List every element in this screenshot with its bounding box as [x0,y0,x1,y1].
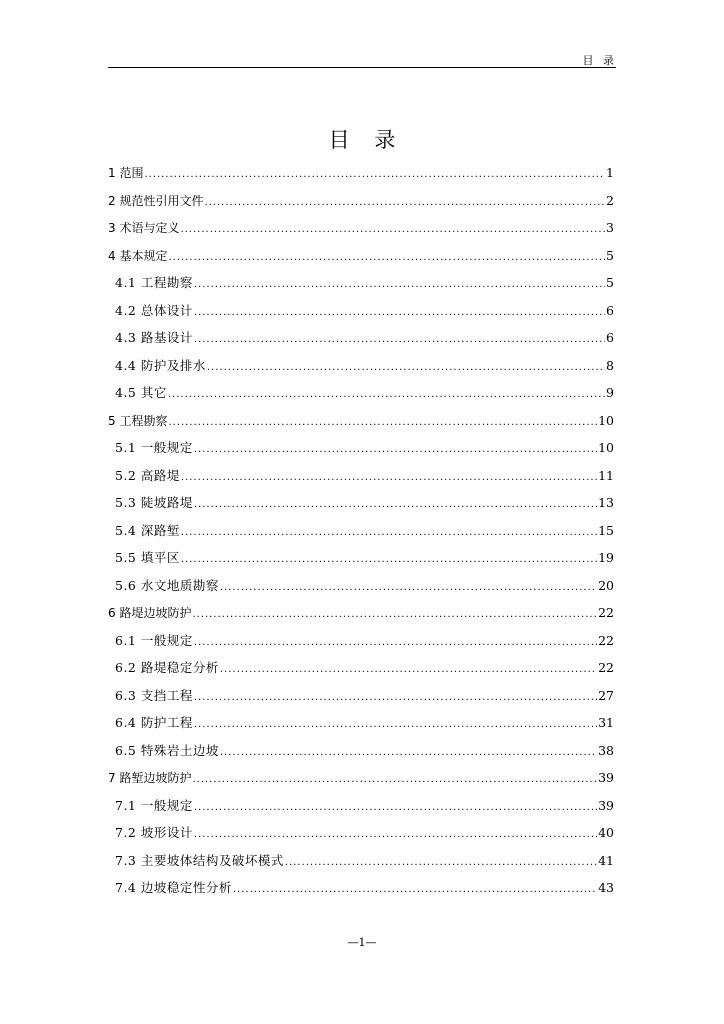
toc-entry[interactable] [108,466,614,494]
toc-entry[interactable] [108,191,614,219]
toc-entry-label: 5.3 陡坡路堤 [115,495,193,510]
toc-dot-leader [192,770,597,790]
toc-entry-label: 4.5 其它 [115,385,167,400]
toc-entry[interactable] [108,741,614,769]
toc-dot-leader [194,440,597,460]
toc-entry-page-number: 2 [606,192,614,208]
toc-entry[interactable] [108,768,614,796]
toc-entry-label: 6.4 防护工程 [115,715,193,730]
toc-dot-leader [220,660,597,680]
toc-entry-label: 6.1 一般规定 [115,632,193,648]
toc-entry[interactable] [108,658,614,686]
toc-entry[interactable] [108,246,614,274]
toc-entry-label: 7.3 主要坡体结构及破坏模式 [115,852,284,868]
toc-entry[interactable] [108,301,614,329]
toc-dot-leader [204,193,605,213]
toc-entry[interactable] [108,411,614,439]
toc-entry-page-number: 43 [598,880,614,895]
toc-entry-label: 6.3 支挡工程 [115,687,193,703]
toc-entry[interactable] [108,851,614,879]
toc-dot-leader [194,825,597,845]
toc-entry-label: 4.2 总体设计 [115,302,193,318]
toc-entry-label: 4 基本规定 [108,248,168,263]
toc-entry-page-number: 27 [598,687,614,703]
toc-entry[interactable] [108,576,614,604]
toc-entry[interactable] [108,603,614,631]
table-of-contents [108,163,614,906]
toc-entry-page-number: 11 [598,467,614,483]
toc-dot-leader [194,330,605,350]
toc-entry[interactable] [108,163,614,191]
page-title: 目 录 [328,128,396,152]
toc-entry-label: 3 术语与定义 [108,221,180,235]
toc-entry[interactable] [108,218,614,246]
toc-entry-page-number: 10 [598,440,614,455]
header-rule [108,67,616,68]
toc-entry-page-number: 8 [606,357,614,373]
toc-dot-leader [220,578,597,598]
toc-entry-label: 5.5 填平区 [115,550,180,565]
toc-dot-leader [144,165,605,185]
toc-entry-page-number: 9 [606,385,614,400]
toc-entry[interactable] [108,686,614,714]
toc-entry-page-number: 19 [598,550,614,565]
toc-entry-label: 5.6 水文地质勘察 [115,577,219,593]
toc-dot-leader [194,303,605,323]
toc-dot-leader [168,413,597,433]
toc-entry-label: 2 规范性引用文件 [108,193,204,208]
toc-entry[interactable] [108,823,614,851]
toc-entry[interactable] [108,438,614,466]
toc-entry-label: 5 工程勘察 [108,413,168,428]
toc-entry-page-number: 13 [598,495,614,510]
toc-entry-label: 4.4 防护及排水 [115,357,206,373]
toc-entry-label: 7.4 边坡稳定性分析 [115,880,232,895]
footer-page-number: —1— [347,936,377,949]
toc-entry-page-number: 5 [606,275,614,290]
toc-entry[interactable] [108,796,614,824]
toc-entry-page-number: 10 [598,412,614,428]
toc-entry[interactable] [108,548,614,576]
running-header: 目 录 [582,54,614,67]
toc-dot-leader [220,743,597,763]
toc-entry[interactable] [108,521,614,549]
toc-entry-label: 6.5 特殊岩土边坡 [115,742,219,758]
toc-dot-leader [194,715,597,735]
toc-entry-label: 6 路堤边坡防护 [108,606,192,620]
toc-dot-leader [194,688,597,708]
toc-entry-page-number: 22 [598,605,614,620]
toc-dot-leader [168,248,605,268]
toc-entry-page-number: 40 [598,825,614,840]
toc-entry[interactable] [108,878,614,906]
toc-entry-page-number: 1 [606,165,614,180]
toc-entry-page-number: 3 [606,220,614,235]
toc-entry[interactable] [108,328,614,356]
toc-entry-page-number: 41 [598,852,614,868]
toc-dot-leader [168,385,605,405]
toc-entry-page-number: 39 [598,797,614,813]
toc-entry[interactable] [108,383,614,411]
toc-entry-page-number: 39 [598,770,614,785]
toc-entry-label: 6.2 路堤稳定分析 [115,660,219,675]
toc-dot-leader [194,275,605,295]
toc-entry[interactable] [108,356,614,384]
toc-dot-leader [181,523,597,543]
toc-entry-page-number: 20 [598,577,614,593]
toc-dot-leader [285,853,597,873]
toc-dot-leader [181,550,597,570]
toc-entry-page-number: 5 [606,247,614,263]
toc-dot-leader [194,495,597,515]
toc-entry-label: 7.1 一般规定 [115,797,193,813]
toc-entry-page-number: 22 [598,632,614,648]
toc-entry-label: 5.4 深路堑 [115,522,180,538]
toc-dot-leader [192,605,597,625]
toc-entry[interactable] [108,273,614,301]
toc-entry-page-number: 6 [606,302,614,318]
toc-entry-label: 7 路堑边坡防护 [108,771,192,785]
toc-entry[interactable] [108,493,614,521]
toc-entry-label: 5.2 高路堤 [115,467,180,483]
toc-dot-leader [194,798,597,818]
toc-entry-page-number: 6 [606,330,614,345]
toc-entry-label: 5.1 一般规定 [115,440,193,455]
toc-dot-leader [207,358,605,378]
toc-entry-page-number: 15 [598,522,614,538]
toc-entry[interactable] [108,713,614,741]
toc-entry-page-number: 38 [598,742,614,758]
toc-dot-leader [233,880,597,900]
toc-entry-label: 7.2 坡形设计 [115,825,193,840]
toc-dot-leader [194,633,597,653]
toc-dot-leader [181,468,597,488]
toc-entry[interactable] [108,631,614,659]
toc-entry-label: 1 范围 [108,166,144,180]
toc-entry-page-number: 31 [598,715,614,730]
toc-entry-label: 4.1 工程勘察 [115,275,193,290]
toc-entry-page-number: 22 [598,660,614,675]
toc-dot-leader [180,220,605,240]
toc-entry-label: 4.3 路基设计 [115,330,193,345]
